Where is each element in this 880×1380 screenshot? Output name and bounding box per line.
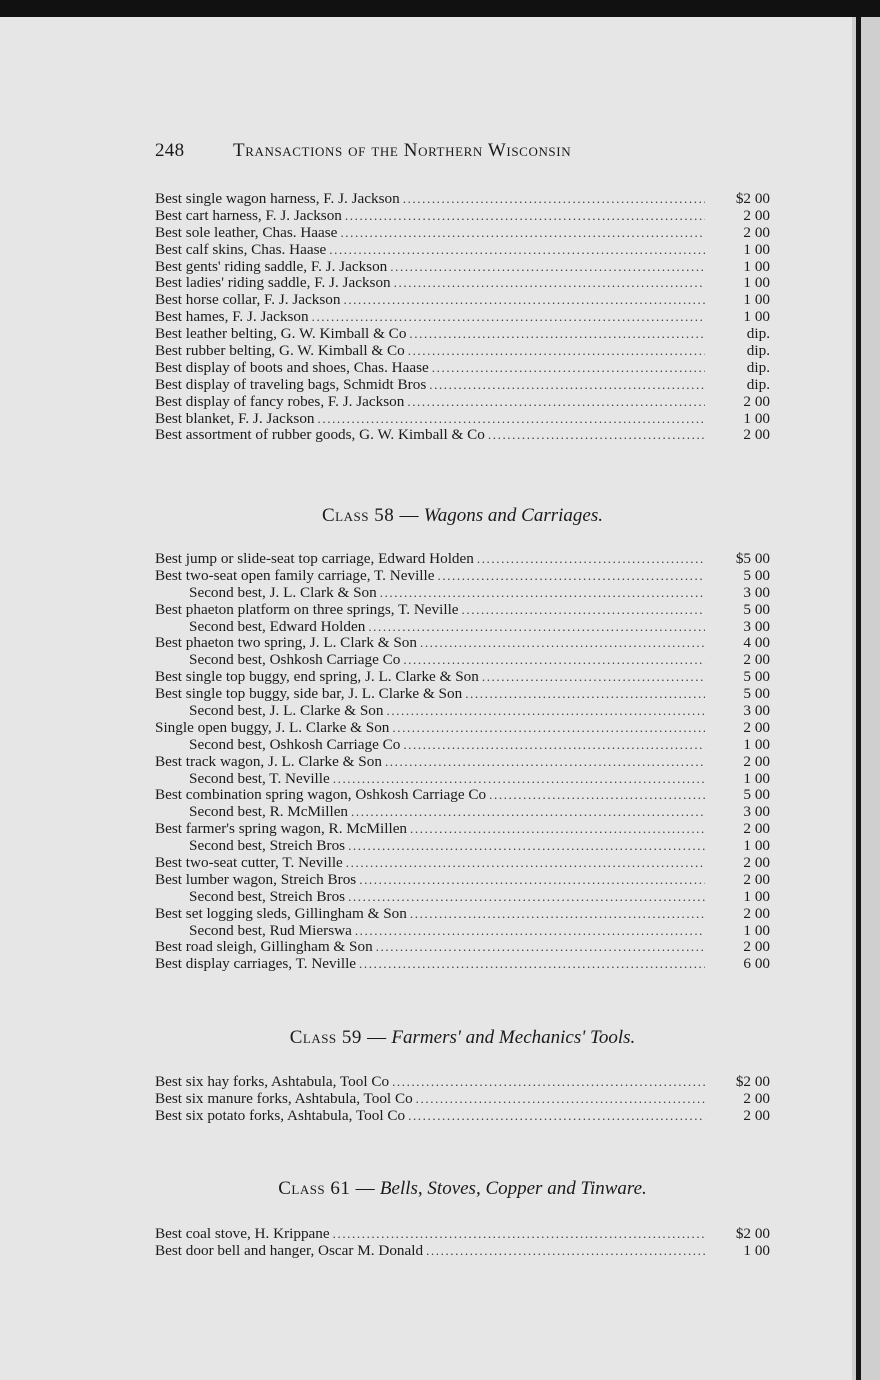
dot-leader [343,292,705,309]
entry-amount: dip. [746,358,770,376]
entry-label: Best sole leather, Chas. Haase [155,223,338,241]
entry-label: Best farmer's spring wagon, R. McMillen [155,820,408,838]
award-entry [155,872,770,889]
entry-label: Second best, J. L. Clark & Son [189,583,377,601]
entry-label: Best leather belting, G. W. Kimball & Co [155,325,407,343]
class-61-list [155,1226,770,1260]
entry-label: Best single wagon harness, F. J. Jackson [155,190,400,207]
entry-label: Best six hay forks, Ashtabula, Tool Co [155,1073,390,1090]
page-header [155,140,700,164]
dot-leader [392,720,705,737]
award-entry [155,1091,770,1108]
award-entry [155,787,770,804]
award-entry [155,956,770,973]
entry-label: Best display of boots and shoes, Chas. Haase [155,358,429,376]
entry-amount: 1 00 [743,409,770,427]
entry-label: Best rubber belting, G. W. Kimball & Co [155,342,405,360]
entry-label: Best six potato forks, Ashtabula, Tool Co [155,1106,406,1124]
dot-leader [437,568,705,585]
award-entry [155,737,770,754]
entry-label: Second best, Streich Bros [189,887,346,905]
entry-amount: 1 00 [743,769,770,787]
entry-amount: 2 00 [743,223,770,241]
dot-leader [408,343,705,360]
entry-amount: 3 00 [743,617,770,635]
dot-leader [346,855,705,872]
award-entry [155,619,770,636]
entry-label: Best gents' riding saddle, F. J. Jackson [155,257,388,275]
entry-label: Best door bell and hanger, Oscar M. Donald [155,1241,424,1259]
dot-leader [380,585,705,602]
entry-label: Second best, Oshkosh Carriage Co [189,735,401,753]
entry-label: Best combination spring wagon, Oshkosh Carriage Co [155,786,487,804]
award-entry [155,602,770,619]
class-58-name: Wagons and Carriages. [423,505,603,526]
entry-label: Best road sleigh, Gillingham & Son [155,938,373,956]
entry-amount: 1 00 [743,735,770,753]
entry-label: Best calf skins, Chas. Haase [155,240,327,258]
entry-label: Second best, T. Neville [189,769,330,787]
entry-amount: 5 00 [743,685,770,703]
dot-leader [410,906,705,923]
entry-label: Best two-seat cutter, T. Neville [155,854,343,872]
dot-leader [420,635,705,652]
entry-label: Second best, Oshkosh Carriage Co [189,651,401,669]
award-entry [155,838,770,855]
award-entry [155,585,770,602]
entry-amount: 2 00 [743,820,770,838]
page-number: 248 [155,140,185,161]
entry-label: Best set logging sleds, Gillingham & Son [155,904,407,922]
entry-amount: 2 00 [743,206,770,224]
entry-amount: 2 00 [743,1089,770,1107]
award-entry [155,242,770,259]
dot-leader [312,309,705,326]
entry-amount: 5 00 [743,566,770,584]
class-61-label: Class 61 — [278,1178,376,1199]
entry-label: Second best, Streich Bros [189,837,346,855]
entry-amount: 1 00 [743,921,770,939]
dot-leader [403,191,705,208]
entry-label: Best phaeton two spring, J. L. Clark & Son [155,634,417,652]
entry-amount: 5 00 [743,786,770,804]
award-entry [155,377,770,394]
dot-leader [333,771,705,788]
entry-amount: $5 00 [735,550,770,567]
dot-leader [390,259,705,276]
class-61-heading [155,1178,770,1200]
entry-amount: 1 00 [743,274,770,292]
entry-label: Best six manure forks, Ashtabula, Tool Co [155,1089,413,1107]
award-entry [155,804,770,821]
award-entry [155,208,770,225]
award-entry [155,360,770,377]
award-entry [155,939,770,956]
dot-leader [407,394,705,411]
entry-amount: 2 00 [743,938,770,956]
entry-label: Second best, Edward Holden [189,617,366,635]
class-59-list [155,1074,770,1125]
entry-label: Best track wagon, J. L. Clarke & Son [155,752,382,770]
leather-goods-list [155,191,770,444]
entry-amount: 6 00 [743,955,770,973]
award-entry [155,771,770,788]
dot-leader [368,619,705,636]
award-entry [155,923,770,940]
entry-amount: 2 00 [743,904,770,922]
binding-line [856,17,861,1380]
dot-leader [329,242,705,259]
dot-leader [403,652,705,669]
entry-amount: 2 00 [743,870,770,888]
scan-top-border [0,0,880,17]
award-entry [155,703,770,720]
running-title: Transactions of the Northern Wisconsin [233,140,572,161]
dot-leader [348,838,705,855]
award-entry [155,1243,770,1260]
dot-leader [429,377,705,394]
award-entry [155,275,770,292]
dot-leader [432,360,705,377]
dot-leader [376,939,705,956]
dot-leader [488,427,705,444]
dot-leader [477,551,705,568]
entry-amount: 4 00 [743,634,770,652]
entry-amount: 3 00 [743,702,770,720]
entry-label: Best display of fancy robes, F. J. Jackson [155,392,405,410]
entry-amount: 2 00 [743,651,770,669]
entry-label: Best blanket, F. J. Jackson [155,409,315,427]
award-entry [155,259,770,276]
entry-label: Best single top buggy, side bar, J. L. Clarke & Son [155,685,463,703]
entry-label: Second best, R. McMillen [189,803,349,821]
entry-label: Single open buggy, J. L. Clarke & Son [155,718,390,736]
award-entry [155,652,770,669]
dot-leader [403,737,705,754]
award-entry [155,326,770,343]
award-entry [155,427,770,444]
award-entry [155,821,770,838]
award-entry [155,191,770,208]
award-entry [155,635,770,652]
entry-label: Best assortment of rubber goods, G. W. Kimball & Co [155,426,485,444]
dot-leader [333,1226,705,1243]
dot-leader [416,1091,705,1108]
class-58-list [155,551,770,973]
entry-amount: $2 00 [735,1073,770,1090]
entry-amount: 1 00 [743,291,770,309]
class-58-label: Class 58 — [321,505,419,526]
entry-amount: 1 00 [743,887,770,905]
dot-leader [409,326,705,343]
entry-label: Best jump or slide-seat top carriage, Edward Holden [155,550,474,567]
dot-leader [465,686,705,703]
entry-label: Best lumber wagon, Streich Bros [155,870,357,888]
entry-label: Second best, J. L. Clarke & Son [189,702,384,720]
entry-amount: 5 00 [743,668,770,686]
entry-amount: 1 00 [743,1241,770,1259]
award-entry [155,686,770,703]
dot-leader [355,923,705,940]
entry-label: Best two-seat open family carriage, T. Neville [155,566,435,584]
award-entry [155,720,770,737]
entry-amount: 5 00 [743,600,770,618]
entry-amount: 1 00 [743,257,770,275]
award-entry [155,225,770,242]
class-58-heading [155,505,770,527]
class-59-heading [155,1027,770,1049]
entry-amount: 2 00 [743,854,770,872]
entry-amount: 2 00 [743,392,770,410]
entry-label: Best phaeton platform on three springs, T. Neville [155,600,459,618]
entry-label: Second best, Rud Mierswa [189,921,352,939]
award-entry [155,906,770,923]
dot-leader [340,225,705,242]
entry-label: Best hames, F. J. Jackson [155,308,309,326]
dot-leader [408,1108,705,1125]
class-59-name: Farmers' and Mechanics' Tools. [391,1027,636,1048]
dot-leader [386,703,705,720]
award-entry [155,855,770,872]
award-entry [155,1108,770,1125]
entry-amount: 1 00 [743,240,770,258]
award-entry [155,292,770,309]
entry-amount: 2 00 [743,718,770,736]
award-entry [155,309,770,326]
entry-amount: $2 00 [735,190,770,207]
dot-leader [489,787,705,804]
award-entry [155,343,770,360]
entry-label: Best horse collar, F. J. Jackson [155,291,341,309]
entry-amount: 2 00 [743,752,770,770]
page-right-edge [852,17,880,1380]
entry-amount: dip. [746,375,770,393]
dot-leader [410,821,705,838]
entry-label: Best cart harness, F. J. Jackson [155,206,342,224]
dot-leader [394,275,705,292]
award-entry [155,1226,770,1243]
dot-leader [392,1074,705,1091]
entry-amount: 1 00 [743,837,770,855]
award-entry [155,669,770,686]
entry-label: Best display carriages, T. Neville [155,955,357,973]
entry-label: Best ladies' riding saddle, F. J. Jackson [155,274,391,292]
entry-amount: 3 00 [743,803,770,821]
dot-leader [345,208,705,225]
dot-leader [462,602,705,619]
entry-amount: $2 00 [735,1225,770,1242]
dot-leader [348,889,705,906]
entry-amount: 2 00 [743,1106,770,1124]
entry-amount: 1 00 [743,308,770,326]
dot-leader [318,411,705,428]
entry-amount: dip. [746,342,770,360]
dot-leader [426,1243,705,1260]
award-entry [155,551,770,568]
dot-leader [482,669,705,686]
award-entry [155,411,770,428]
entry-label: Best single top buggy, end spring, J. L. Clarke & Son [155,668,479,686]
dot-leader [359,872,705,889]
dot-leader [385,754,705,771]
class-61-name: Bells, Stoves, Copper and Tinware. [379,1178,647,1199]
award-entry [155,568,770,585]
entry-label: Best display of traveling bags, Schmidt Bros [155,375,427,393]
entry-amount: 2 00 [743,426,770,444]
entry-amount: dip. [746,325,770,343]
class-59-label: Class 59 — [289,1027,387,1048]
award-entry [155,889,770,906]
dot-leader [351,804,705,821]
award-entry [155,394,770,411]
dot-leader [359,956,705,973]
award-entry [155,1074,770,1091]
award-entry [155,754,770,771]
entry-amount: 3 00 [743,583,770,601]
entry-label: Best coal stove, H. Krippane [155,1225,330,1242]
